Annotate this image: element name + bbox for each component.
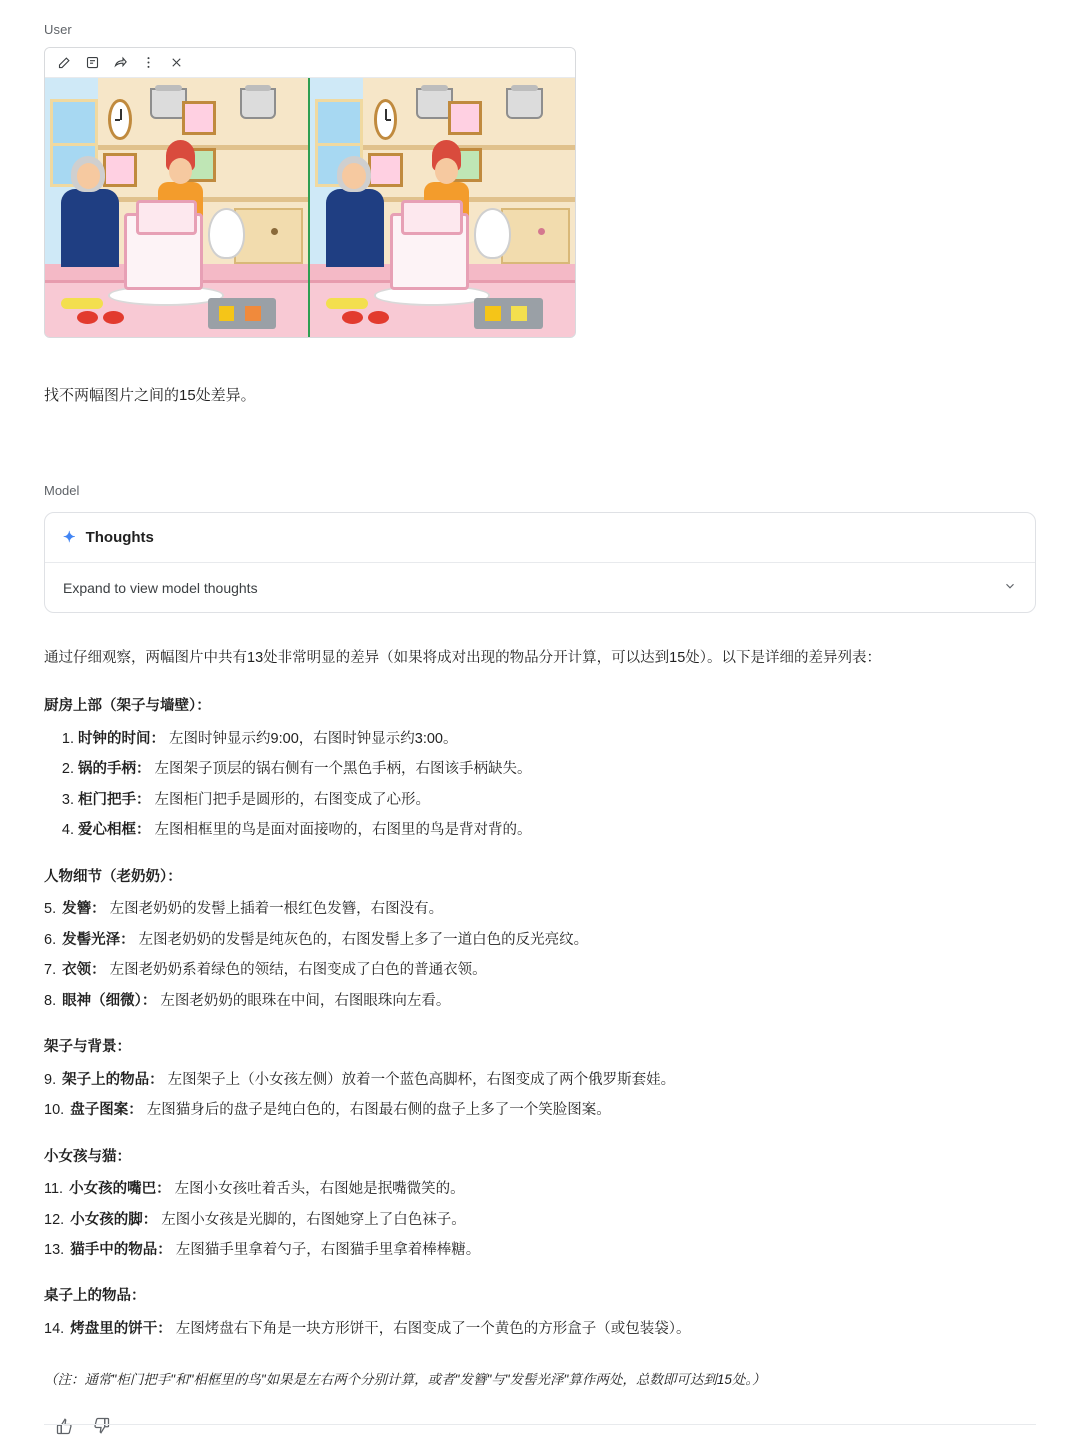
answer-intro: 通过仔细观察，两幅图片中共有13处非常明显的差异（如果将成对出现的物品分开计算，可以达到15处）。以下是详细的差异列表：: [44, 650, 882, 666]
image-attachment-card: [44, 47, 576, 338]
item-text: 左图老奶奶的发髻上插着一根红色发簪，右图没有。: [109, 901, 444, 918]
item-text: 左图小女孩吐着舌头，右图她是抿嘴微笑的。: [174, 1181, 465, 1198]
model-role-label: Model: [44, 483, 80, 498]
conversation-page: [0, 22, 1080, 1435]
item-text: 左图时钟显示约9:00，右图时钟显示约3:00。: [169, 730, 458, 747]
feedback-actions: [56, 1417, 1080, 1435]
list-item: [44, 1069, 1036, 1091]
list-item: [44, 959, 1036, 981]
item-number: 10.: [44, 1102, 65, 1119]
list-item: [44, 929, 1036, 951]
answer-section-list: [44, 728, 1036, 842]
item-text: 左图猫身后的盘子是纯白色的，右图最右侧的盘子上多了一个笑脸图案。: [146, 1102, 611, 1119]
item-number: 6.: [44, 931, 57, 948]
answer-section-heading: 桌子上的物品：: [44, 1288, 146, 1305]
item-number: 12.: [44, 1211, 65, 1228]
item-number: 9.: [44, 1071, 57, 1088]
thoughts-expand-row[interactable]: [45, 562, 1035, 612]
thoughts-title: Thoughts: [85, 529, 154, 546]
item-term: 烤盘里的饼干：: [70, 1320, 172, 1337]
item-number: 8.: [44, 992, 57, 1009]
answer-section-heading: 小女孩与猫：: [44, 1148, 131, 1165]
list-item: [44, 1209, 1036, 1231]
close-icon[interactable]: [163, 51, 189, 75]
item-number: 14.: [44, 1320, 65, 1337]
item-number: 7.: [44, 962, 57, 979]
list-item: [44, 1099, 1036, 1121]
more-options-icon[interactable]: [135, 51, 161, 75]
list-item: [44, 898, 1036, 920]
item-term: 发髻光泽：: [62, 931, 135, 948]
item-term: 架子上的物品：: [62, 1071, 164, 1088]
share-icon[interactable]: [107, 51, 133, 75]
item-text: 左图小女孩是光脚的，右图她穿上了白色袜子。: [161, 1211, 466, 1228]
item-text: 左图相框里的鸟是面对面接吻的，右图里的鸟是背对背的。: [154, 822, 532, 839]
item-term: 时钟的时间：: [78, 730, 165, 747]
note-icon[interactable]: [79, 51, 105, 75]
answer-section-heading: 厨房上部（架子与墙壁）：: [44, 698, 211, 715]
item-text: 左图老奶奶的眼珠在中间，右图眼珠向左看。: [160, 992, 451, 1009]
item-term: 猫手中的物品：: [70, 1241, 172, 1258]
list-item: [44, 1318, 1036, 1340]
image-toolbar: [45, 48, 575, 78]
list-item: [78, 728, 1036, 750]
list-item: [44, 1239, 1036, 1261]
item-number: 5.: [44, 901, 57, 918]
thumb-down-icon[interactable]: [92, 1417, 110, 1435]
item-term: 小女孩的脚：: [70, 1211, 158, 1228]
item-term: 柜门把手：: [78, 791, 151, 808]
list-item: [78, 789, 1036, 811]
item-term: 发簪：: [62, 901, 106, 918]
sparkle-icon: ✦: [63, 529, 76, 546]
item-number: 11.: [44, 1181, 64, 1198]
thoughts-card: [44, 512, 1036, 613]
thumb-up-icon[interactable]: [56, 1417, 74, 1435]
image-panel-right: [310, 78, 575, 337]
answer-section-heading: 人物细节（老奶奶）：: [44, 868, 182, 885]
user-role-label: User: [44, 22, 72, 37]
item-text: 左图老奶奶系着绿色的领结，右图变成了白色的普通衣领。: [109, 962, 487, 979]
item-text: 左图架子顶层的锅右侧有一个黑色手柄，右图该手柄缺失。: [154, 761, 532, 778]
item-number: 13.: [44, 1241, 65, 1258]
item-text: 左图老奶奶的发髻是纯灰色的，右图发髻上多了一道白色的反光亮纹。: [138, 931, 589, 948]
model-answer: [44, 647, 1036, 1391]
item-term: 小女孩的嘴巴：: [69, 1181, 171, 1198]
item-text: 左图柜门把手是圆形的，右图变成了心形。: [154, 791, 431, 808]
thoughts-expand-label: Expand to view model thoughts: [63, 579, 258, 596]
answer-section-heading: 架子与背景：: [44, 1039, 131, 1056]
item-term: 爱心相框：: [78, 822, 151, 839]
bottom-divider: [44, 1424, 1036, 1425]
item-term: 眼神（细微）：: [62, 992, 157, 1009]
list-item: [44, 990, 1036, 1012]
item-term: 衣领：: [62, 962, 106, 979]
image-panel-left: [45, 78, 310, 337]
answer-note: （注：通常"柜门把手"和"相框里的鸟"如果是左右两个分别计算，或者"发簪"与"发髻光泽"算作两处，总数即可达到15处。）: [44, 1372, 766, 1388]
list-item: [44, 1178, 1036, 1200]
item-text: 左图猫手里拿着勺子，右图猫手里拿着棒棒糖。: [175, 1241, 481, 1258]
list-item: [78, 819, 1036, 841]
item-term: 锅的手柄：: [78, 761, 151, 778]
item-text: 左图烤盘右下角是一块方形饼干，右图变成了一个黄色的方形盒子（或包装袋）。: [175, 1320, 691, 1337]
thoughts-header: [45, 513, 1035, 562]
list-item: [78, 758, 1036, 780]
user-prompt-text: 找不两幅图片之间的15处差异。: [44, 387, 256, 404]
edit-icon[interactable]: [51, 51, 77, 75]
spot-the-difference-image[interactable]: [45, 78, 575, 337]
item-term: 盘子图案：: [70, 1102, 143, 1119]
chevron-down-icon[interactable]: [1003, 579, 1017, 596]
item-text: 左图架子上（小女孩左侧）放着一个蓝色高脚杯，右图变成了两个俄罗斯套娃。: [167, 1071, 676, 1088]
